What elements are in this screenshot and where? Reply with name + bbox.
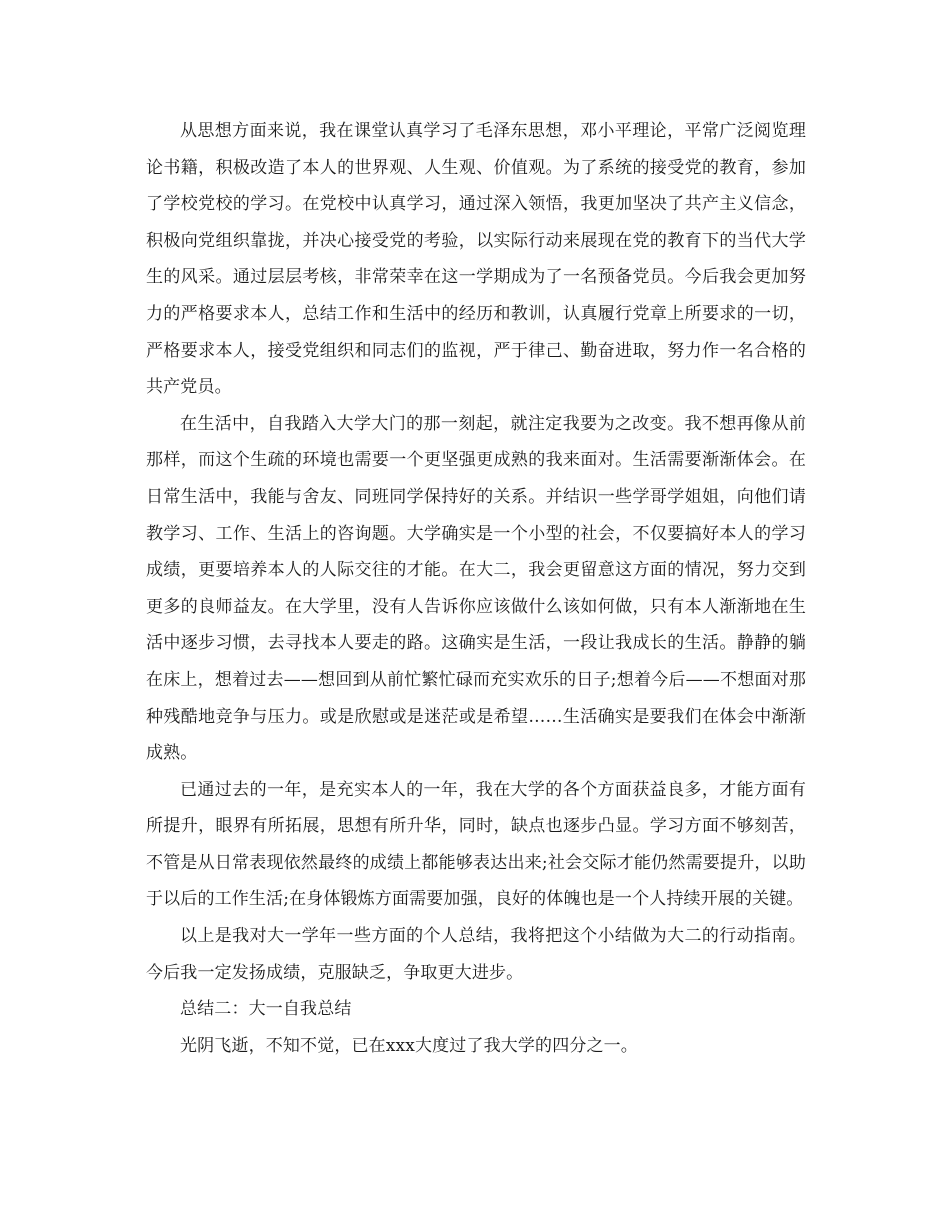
paragraph-conclusion: 以上是我对大一学年一些方面的个人总结，我将把这个小结做为大二的行动指南。今后我一定发扬成绩，克服缺乏，争取更大进步。 bbox=[146, 926, 806, 983]
section-heading: 总结二：大一自我总结 bbox=[180, 999, 352, 1020]
paragraph-thought: 从思想方面来说，我在课堂认真学习了毛泽东思想，邓小平理论，平常广泛阅览理论书籍，积极改造了本人的世界观、人生观、价值观。为了系统的接受党的教育，参加了学校党校的学习。在党校中认真学习，通过深入领悟，我更加坚决了共产主义信念，积极向党组织靠拢，并决心接受党的考验，以实际行动来展现在党的教育下的当代大学生的风采。通过层层考核，非常荣幸在这一学期成为了一名预备党员。今后我会更加努力的严格要求本人，总结工作和生活中的经历和教训，认真履行党章上所要求的一切，严格要求本人，接受党组织和同志们的监视，严于律己、勤奋进取，努力作一名合格的共产党员。 bbox=[146, 121, 806, 398]
paragraph-life: 在生活中，自我踏入大学大门的那一刻起，就注定我要为之改变。我不想再像从前那样，而这个生疏的环境也需要一个更坚强更成熟的我来面对。生活需要渐渐体会。在日常生活中，我能与舍友、同班同学保持好的关系。并结识一些学哥学姐姐，向他们请教学习、工作、生活上的咨询题。大学确实是一个小型的社会，不仅要搞好本人的学习成绩，更要培养本人的人际交往的才能。在大二，我会更留意这方面的情况，努力交到更多的良师益友。在大学里，没有人告诉你应该做什么该如何做，只有本人渐渐地在生活中逐步习惯，去寻找本人要走的路。这确实是生活，一段让我成长的生活。静静的躺在床上，想着过去——想回到从前忙繁忙碌而充实欢乐的日子;想着今后——不想面对那种残酷地竞争与压力。或是欣慰或是迷茫或是希望……生活确实是要我们在体会中渐渐成熟。 bbox=[146, 413, 806, 764]
paragraph-past-year: 已通过去的一年，是充实本人的一年，我在大学的各个方面获益良多，才能方面有所提升，眼界有所拓展，思想有所升华，同时，缺点也逐步凸显。学习方面不够刻苦，不管是从日常表现依然最终的成绩上都能够表达出来;社会交际才能仍然需要提升，以助于以后的工作生活;在身体锻炼方面需要加强，良好的体魄也是一个人持续开展的关键。 bbox=[146, 779, 806, 910]
document-body bbox=[146, 113, 806, 1064]
paragraph-intro: 光阴飞逝，不知不觉，已在xxx大度过了我大学的四分之一。 bbox=[180, 1035, 638, 1056]
